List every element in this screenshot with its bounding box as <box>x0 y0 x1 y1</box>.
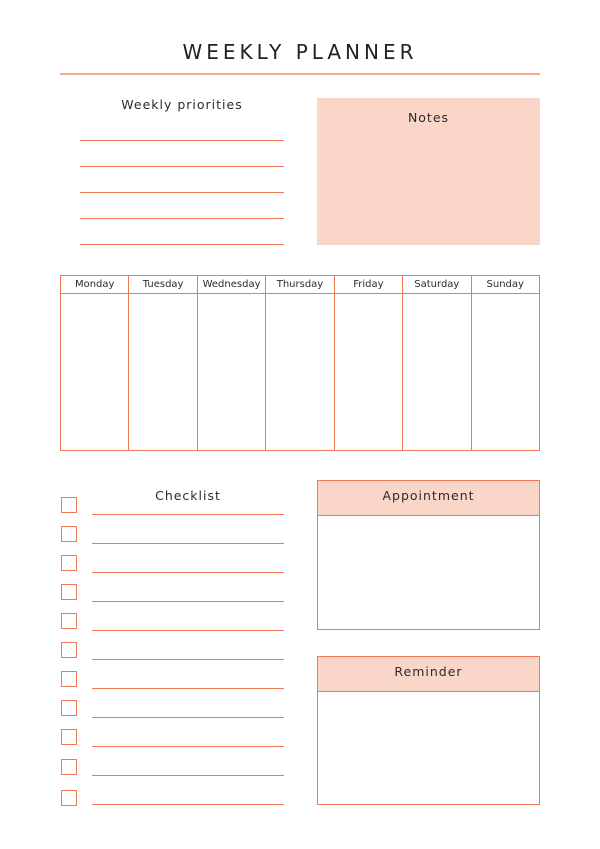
appointment-writing-area[interactable] <box>318 516 539 630</box>
appointment-panel <box>317 480 540 630</box>
checklist-line-4[interactable] <box>92 601 284 602</box>
checklist-checkbox-6[interactable] <box>61 642 77 658</box>
day-header-saturday: Saturday <box>403 276 470 294</box>
priority-line-4[interactable] <box>80 218 284 219</box>
day-cell-thursday[interactable] <box>266 294 333 450</box>
day-header-monday: Monday <box>61 276 128 294</box>
checklist-line-2[interactable] <box>92 543 284 544</box>
checklist-checkbox-5[interactable] <box>61 613 77 629</box>
priority-line-3[interactable] <box>80 192 284 193</box>
day-header-tuesday: Tuesday <box>129 276 196 294</box>
notes-box[interactable] <box>317 98 540 245</box>
checklist-checkbox-3[interactable] <box>61 555 77 571</box>
checklist-checkbox-11[interactable] <box>61 790 77 806</box>
reminder-panel <box>317 656 540 805</box>
title-divider <box>60 73 540 75</box>
checklist-checkbox-7[interactable] <box>61 671 77 687</box>
week-grid <box>60 275 540 451</box>
priorities-heading: Weekly priorities <box>121 97 243 112</box>
checklist-line-1[interactable] <box>92 514 284 515</box>
checklist-checkbox-10[interactable] <box>61 759 77 775</box>
day-header-friday: Friday <box>335 276 402 294</box>
checklist-checkbox-9[interactable] <box>61 729 77 745</box>
priority-line-5[interactable] <box>80 244 284 245</box>
checklist-line-10[interactable] <box>92 775 284 776</box>
checklist-line-8[interactable] <box>92 717 284 718</box>
checklist-line-9[interactable] <box>92 746 284 747</box>
checklist-checkbox-1[interactable] <box>61 497 77 513</box>
day-column-sunday <box>472 276 539 450</box>
day-column-saturday <box>403 276 471 450</box>
reminder-writing-area[interactable] <box>318 692 539 805</box>
checklist-line-7[interactable] <box>92 688 284 689</box>
checklist-checkbox-8[interactable] <box>61 700 77 716</box>
checklist-checkbox-2[interactable] <box>61 526 77 542</box>
day-header-thursday: Thursday <box>266 276 333 294</box>
day-column-thursday <box>266 276 334 450</box>
day-column-friday <box>335 276 403 450</box>
checklist-checkbox-4[interactable] <box>61 584 77 600</box>
priority-line-2[interactable] <box>80 166 284 167</box>
day-cell-friday[interactable] <box>335 294 402 450</box>
day-column-tuesday <box>129 276 197 450</box>
checklist-line-3[interactable] <box>92 572 284 573</box>
checklist-line-5[interactable] <box>92 630 284 631</box>
day-cell-sunday[interactable] <box>472 294 539 450</box>
checklist-heading: Checklist <box>155 488 221 503</box>
reminder-label: Reminder <box>318 657 539 692</box>
checklist-line-6[interactable] <box>92 659 284 660</box>
day-cell-wednesday[interactable] <box>198 294 265 450</box>
day-cell-saturday[interactable] <box>403 294 470 450</box>
day-column-wednesday <box>198 276 266 450</box>
day-column-monday <box>61 276 129 450</box>
notes-label: Notes <box>407 110 450 125</box>
priority-line-1[interactable] <box>80 140 284 141</box>
day-cell-monday[interactable] <box>61 294 128 450</box>
day-header-sunday: Sunday <box>472 276 539 294</box>
day-header-wednesday: Wednesday <box>198 276 265 294</box>
page-title: WEEKLY PLANNER <box>182 40 418 64</box>
appointment-label: Appointment <box>318 481 539 516</box>
checklist-line-11[interactable] <box>92 804 284 805</box>
day-cell-tuesday[interactable] <box>129 294 196 450</box>
